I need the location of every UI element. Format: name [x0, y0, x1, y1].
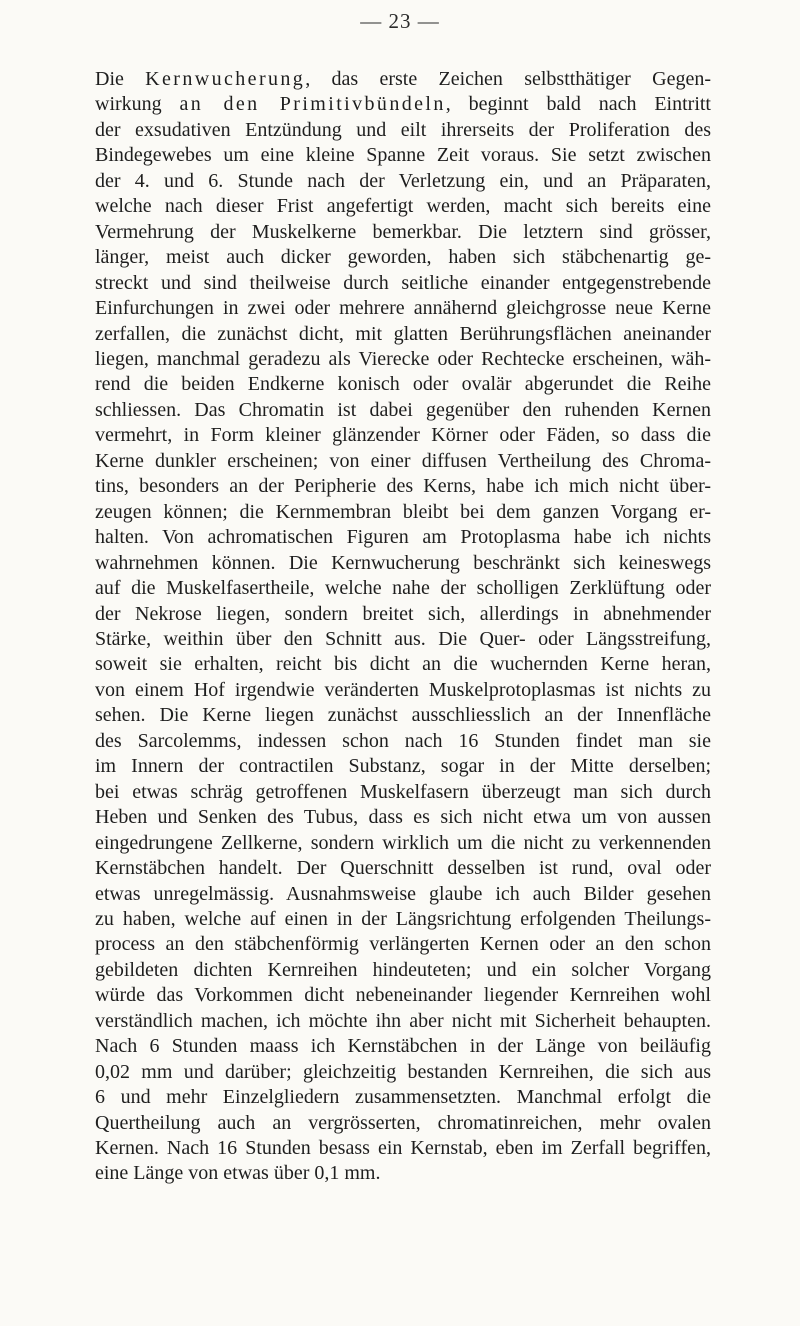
text-line: Stärke, weithin über den Schnitt aus. Die Quer- oder Längsstreifung, [95, 627, 711, 650]
text-line: der exsudativen Entzündung und eilt ihrerseits der Proliferation des [95, 118, 711, 141]
text-line: wahrnehmen können. Die Kernwucherung beschränkt sich keineswegs [95, 551, 711, 574]
text-line: auf die Muskelfasertheile, welche nahe der scholligen Zerklüftung oder [95, 577, 711, 600]
text-line: liegen, manchmal geradezu als Vierecke oder Rechtecke erscheinen, wäh- [95, 347, 711, 370]
text-line: schliessen. Das Chromatin ist dabei gegenüber den ruhenden Kernen [95, 398, 711, 421]
text-line: rend die beiden Endkerne konisch oder ovalär abgerundet die Reihe [95, 373, 711, 396]
text-segment: , beginnt bald nach Eintritt [445, 93, 711, 116]
text-line: Nach 6 Stunden maass ich Kernstäbchen in der Länge von beiläufig [95, 1035, 711, 1058]
text-line: Kernen. Nach 16 Stunden besass ein Kernstab, eben im Zerfall begriffen, [95, 1137, 711, 1160]
text-line: länger, meist auch dicker geworden, haben sich stäbchenartig ge- [95, 246, 711, 269]
text-line: vermehrt, in Form kleiner glänzender Körner oder Fäden, so dass die [95, 424, 711, 447]
text-segment: wirkung [95, 93, 180, 116]
text-line: soweit sie erhalten, reicht bis dicht an die wuchernden Kerne heran, [95, 653, 711, 676]
text-line: von einem Hof irgendwie veränderten Muskelprotoplasmas ist nichts zu [95, 678, 711, 701]
emphasized-term: Kernwucherung [145, 68, 306, 90]
text-line: der Nekrose liegen, sondern breitet sich, allerdings in abnehmender [95, 602, 711, 625]
text-line: eingedrungene Zellkerne, sondern wirklich um die nicht zu verkennenden [95, 831, 711, 854]
text-line: 6 und mehr Einzelgliedern zusammensetzten. Manchmal erfolgt die [95, 1086, 711, 1109]
text-line: Vermehrung der Muskelkerne bemerkbar. Die letztern sind grösser, [95, 220, 711, 243]
text-line: streckt und sind theilweise durch seitliche einander entgegenstrebende [95, 271, 711, 294]
text-line: Quertheilung auch an vergrösserten, chromatinreichen, mehr ovalen [95, 1111, 711, 1134]
text-line: 0,02 mm und darüber; gleichzeitig bestanden Kernreihen, die sich aus [95, 1060, 711, 1083]
text-line: bei etwas schräg getroffenen Muskelfasern überzeugt man sich durch [95, 780, 711, 803]
text-line: verständlich machen, ich möchte ihn aber nicht mit Sicherheit behaupten. [95, 1009, 711, 1032]
text-line: der 4. und 6. Stunde nach der Verletzung ein, und an Präparaten, [95, 169, 711, 192]
text-line: tins, besonders an der Peripherie des Kerns, habe ich mich nicht über- [95, 475, 711, 498]
text-line: Heben und Senken des Tubus, dass es sich nicht etwa um von aussen [95, 806, 711, 829]
page-number: — 23 — [360, 9, 440, 33]
text-line: Bindegewebes um eine kleine Spanne Zeit voraus. Sie setzt zwischen [95, 144, 711, 167]
text-line: Kerne dunkler erscheinen; von einer diffusen Vertheilung des Chroma- [95, 449, 711, 472]
text-line: welche nach dieser Frist angefertigt werden, macht sich bereits eine [95, 195, 711, 218]
text-line: im Innern der contractilen Substanz, sogar in der Mitte derselben; [95, 755, 711, 778]
text-line: eine Länge von etwas über 0,1 mm. [95, 1162, 381, 1185]
text-line: process an den stäbchenförmig verlängerten Kernen oder an den schon [95, 933, 711, 956]
emphasized-term: an den Primitivbündeln [179, 93, 446, 116]
text-line [95, 92, 711, 117]
text-line: sehen. Die Kerne liegen zunächst ausschliesslich an der Innenfläche [95, 704, 711, 727]
text-line: zu haben, welche auf einen in der Längsrichtung erfolgenden Theilungs- [95, 907, 711, 930]
text-line: Kernstäbchen handelt. Der Querschnitt desselben ist rund, oval oder [95, 857, 711, 880]
text-segment: Die [95, 68, 146, 90]
text-line: halten. Von achromatischen Figuren am Protoplasma habe ich nichts [95, 526, 711, 549]
text-line: gebildeten dichten Kernreihen hindeuteten; und ein solcher Vorgang [95, 958, 711, 981]
text-line: des Sarcolemms, indessen schon nach 16 Stunden findet man sie [95, 729, 711, 752]
text-line: Einfurchungen in zwei oder mehrere annähernd gleichgrosse neue Kerne [95, 297, 711, 320]
text-line: etwas unregelmässig. Ausnahmsweise glaube ich auch Bilder gesehen [95, 882, 711, 905]
text-segment: , das erste Zeichen selbstthätiger Gegen- [305, 68, 711, 90]
text-line: würde das Vorkommen dicht nebeneinander liegender Kernreihen wohl [95, 984, 711, 1007]
text-line: zerfallen, die zunächst dicht, mit glatten Berührungsflächen aneinander [95, 322, 711, 345]
body-paragraph [95, 67, 711, 1187]
text-line [95, 67, 711, 92]
text-line: zeugen können; die Kernmembran bleibt bei dem ganzen Vorgang er- [95, 500, 711, 523]
